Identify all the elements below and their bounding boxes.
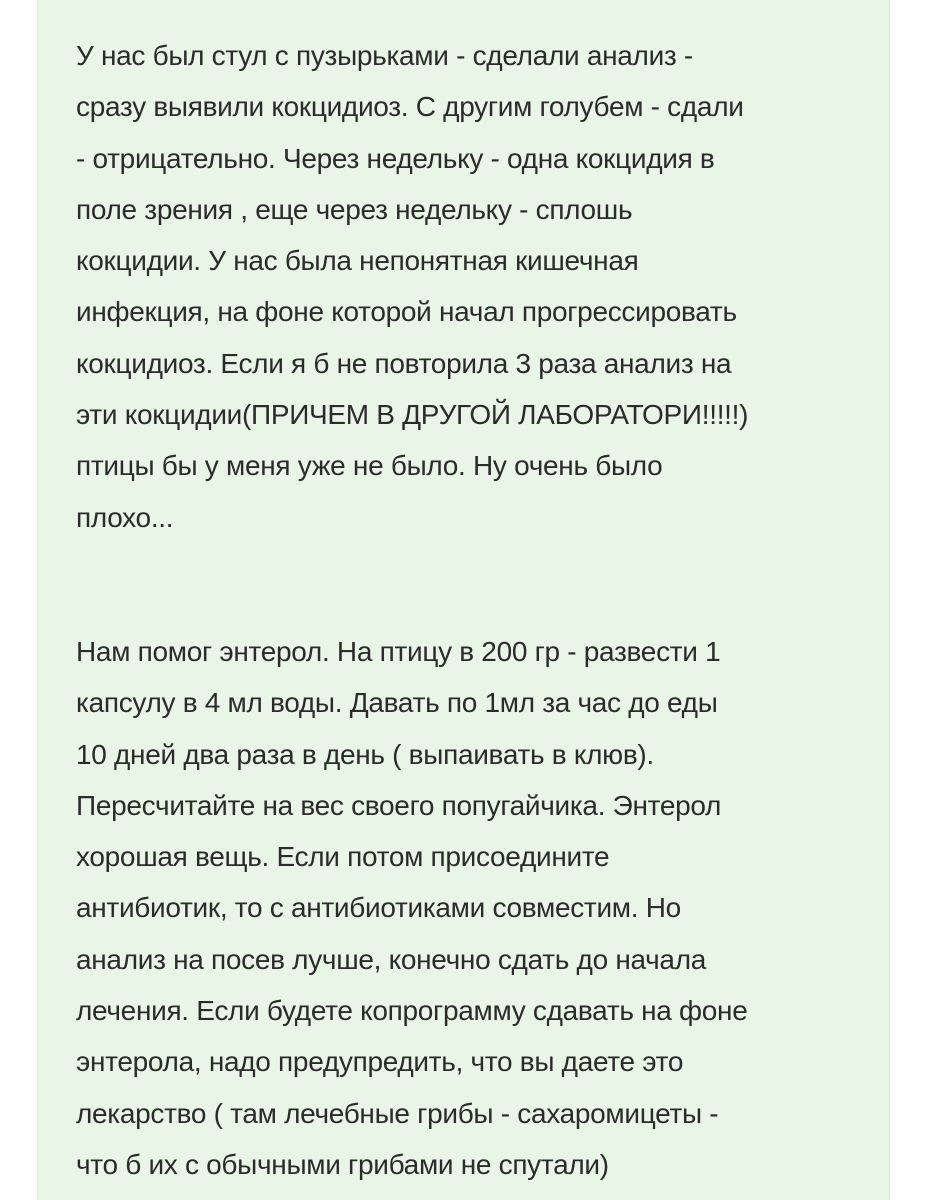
- text-line: 10 дней два раза в день ( выпаивать в клюв).: [76, 738, 654, 770]
- text-line: анализ на посев лучше, конечно сдать до начала: [76, 943, 707, 975]
- message-paragraph-1: [76, 30, 856, 543]
- text-line: плохо...: [76, 501, 174, 533]
- text-line: инфекция, на фоне которой начал прогрессировать: [76, 296, 737, 328]
- text-line: кокцидии. У нас была непонятная кишечная: [76, 245, 639, 277]
- text-line: энтерола, надо предупредить, что вы даете это: [76, 1046, 684, 1078]
- text-line: антибиотик, то с антибиотиками совместим. Но: [76, 892, 681, 924]
- text-line: лекарство ( там лечебные грибы - сахаромицеты -: [76, 1097, 719, 1129]
- text-line: сразу выявили кокцидиоз. С другим голубем - сдали: [76, 91, 744, 123]
- text-line: У нас был стул с пузырьками - сделали анализ -: [76, 40, 693, 71]
- text-line: эти кокцидии(ПРИЧЕМ В ДРУГОЙ ЛАБОРАТОРИ!!!!!): [76, 399, 749, 431]
- text-line: хорошая вещь. Если потом присоедините: [76, 841, 610, 873]
- text-line: птицы бы у меня уже не было. Ну очень было: [76, 450, 663, 482]
- message-paragraph-2: [76, 626, 856, 1190]
- text-line: - отрицательно. Через недельку - одна кокцидия в: [76, 142, 715, 174]
- text-line: Пересчитайте на вес своего попугайчика. Энтерол: [76, 789, 722, 821]
- text-line: лечения. Если будете копрограмму сдавать на фоне: [76, 995, 748, 1027]
- text-line: кокцидиоз. Если я б не повторила 3 раза анализ на: [76, 347, 732, 379]
- text-line: что б их с обычными грибами не спутали): [76, 1148, 609, 1180]
- text-line: капсулу в 4 мл воды. Давать по 1мл за час до еды: [76, 687, 718, 719]
- text-line: поле зрения , еще через недельку - сплошь: [76, 193, 633, 225]
- text-line: Нам помог энтерол. На птицу в 200 гр - развести 1: [76, 636, 721, 667]
